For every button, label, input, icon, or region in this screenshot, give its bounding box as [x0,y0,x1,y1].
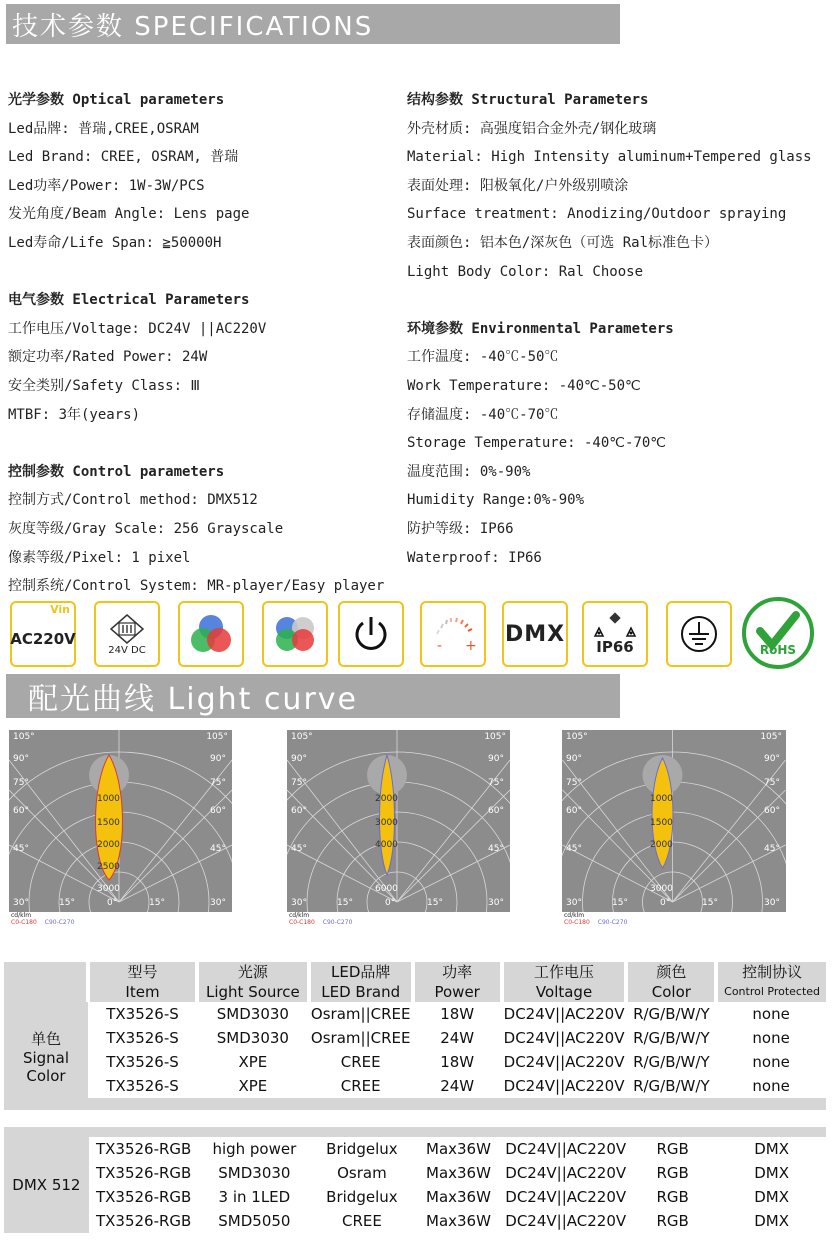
spec-line: 灰度等级/Gray Scale: 256 Grayscale [8,520,284,537]
spec-line: 额定功率/Rated Power: 24W [8,349,208,366]
specifications-title: 技术参数 SPECIFICATIONS [12,11,374,42]
safety-class-iii-icon [107,613,147,645]
table-row: TX3526-RGB 3 in 1LED Bridgelux Max36W DC24V||AC220V RGB DMX [95,1188,789,1206]
spec-line: Led寿命/Life Span: ≧50000H [8,234,222,251]
ac220v-label: AC220V [10,630,76,648]
svg-text:-: - [437,638,443,654]
signal-color-label: 单色 Signal Color [4,1002,88,1110]
svg-text:+: + [465,638,477,654]
rohs-label: RoHS [759,643,797,657]
ac220v-icon [10,601,76,667]
table-row: TX3526-RGB SMD3030 Osram Max36W DC24V||AC220V RGB DMX [95,1164,789,1182]
spec-line: 发光角度/Beam Angle: Lens page [8,206,250,223]
spec-line: Surface treatment: Anodizing/Outdoor spraying [407,206,787,223]
spec-line: Storage Temperature: -40℃-70℃ [407,435,667,452]
signal-color-table [4,962,826,1110]
header-item: 型号 Item [88,962,197,1002]
header-control-protected: 控制协议 Control Protected [716,962,826,1002]
spec-line: Waterproof: IP66 [407,549,542,566]
optical-heading: 光学参数 Optical parameters [8,92,225,108]
ip66-label: IP66 [596,638,634,656]
light-curve-2: 105° 105° 90° 75° 60° 45° 90° 75° 60° 45° 2000 3000 4000 6000 30° 15° 0° 15° 30° cd/klm C0-C180 C90-C270 [287,730,510,927]
spec-line: Led品牌: 普瑞,CREE,OSRAM [8,120,199,137]
dmx512-label: DMX 512 [4,1137,89,1233]
spec-line: Light Body Color: Ral Choose [407,263,644,280]
table-row: TX3526-S SMD3030 Osram||CREE 24W DC24V||AC220V R/G/B/W/Y none [106,1029,790,1047]
spec-line: 安全类别/Safety Class: Ⅲ [8,377,201,394]
light-curve-title: 配光曲线 Light curve [28,682,358,717]
electrical-heading: 电气参数 Electrical Parameters [8,292,250,309]
dimming-icon [420,601,486,667]
ip66-icon [582,601,648,667]
vin-label: Vin [50,603,70,616]
rgbw-icon [262,601,328,667]
rohs-icon [742,597,814,669]
structural-heading: 结构参数 Structural Parameters [407,92,649,108]
dc24v-label: 24V DC [108,644,146,656]
table-row: 单色 Signal Color TX3526-S SMD3030 Osram||CREE 18W DC24V||AC220V R/G/B/W/Y none [4,1002,826,1026]
spec-line: 像素等级/Pixel: 1 pixel [8,549,191,566]
table-row: TX3526-S XPE CREE 18W DC24V||AC220V R/G/B/W/Y none [106,1053,790,1071]
spec-right-column [407,86,812,572]
header-voltage: 工作电压 Voltage [502,962,627,1002]
light-curves [0,730,840,930]
spec-line: 控制系统/Control System: MR-player/Easy player [8,578,385,595]
spec-line: 外壳材质: 高强度铝合金外壳/钢化玻璃 [407,120,657,137]
dc24v-icon [94,601,160,667]
spec-line: 工作温度: -40℃-50℃ [407,349,559,366]
spec-line: Humidity Range:0%-90% [407,492,585,509]
feature-icons-row [10,601,830,669]
spec-line: Work Temperature: -40℃-50℃ [407,377,641,394]
spec-line: MTBF: 3年(years) [8,406,141,423]
table-row: TX3526-S XPE CREE 24W DC24V||AC220V R/G/B/W/Y none [106,1077,790,1095]
spec-line: 表面处理: 阳极氧化/户外级别喷涂 [407,177,629,194]
spec-line: Led Brand: CREE, OSRAM, 普瑞 [8,149,239,166]
light-curve-banner [6,674,620,718]
table-header-row [4,962,826,1002]
ground-icon [666,601,732,667]
spec-line: 温度范围: 0%-90% [407,463,531,480]
specifications-banner [6,4,620,44]
spec-line: Led功率/Power: 1W-3W/PCS [8,177,205,194]
dmx-label: DMX [504,621,566,647]
spec-line: 表面颜色: 铝本色/深灰色（可选 Ral标准色卡） [407,234,718,251]
spec-line: 工作电压/Voltage: DC24V ||AC220V [8,320,267,337]
power-icon [338,601,404,667]
spec-line: Material: High Intensity aluminum+Tempered glass [407,149,812,166]
header-led-brand: LED品牌 LED Brand [309,962,413,1002]
light-curve-3: 105° 105° 90° 75° 60° 45° 90° 75° 60° 45° 1000 1500 2000 3000 30° 15° 0° 15° 30° cd/klm C0-C180 C90-C270 [562,730,786,927]
table-row: TX3526-RGB SMD5050 CREE Max36W DC24V||AC220V RGB DMX [95,1212,789,1230]
spec-line: 控制方式/Control method: DMX512 [8,492,258,509]
spec-line: 防护等级: IP66 [407,520,514,537]
spec-line: 存储温度: -40℃-70℃ [407,406,559,423]
dmx512-table [4,1127,826,1233]
dmx-icon [502,601,568,667]
environmental-heading: 环境参数 Environmental Parameters [407,320,674,337]
table-row: DMX 512 TX3526-RGB high power Bridgelux Max36W DC24V||AC220V RGB DMX [4,1137,826,1161]
rgb-icon [178,601,244,667]
header-power: 功率 Power [413,962,502,1002]
control-heading: 控制参数 Control parameters [8,463,225,480]
light-curve-1: 105° 105° 90° 75° 60° 45° 90° 75° 60° 45° 1000 1500 2000 2500 3000 30° 15° 0° 15° 30° cd/klm C0-C180 C90-C270 [9,730,232,927]
header-light-source: 光源 Light Source [197,962,309,1002]
spec-left-column [8,86,384,601]
header-color: 颜色 Color [626,962,716,1002]
